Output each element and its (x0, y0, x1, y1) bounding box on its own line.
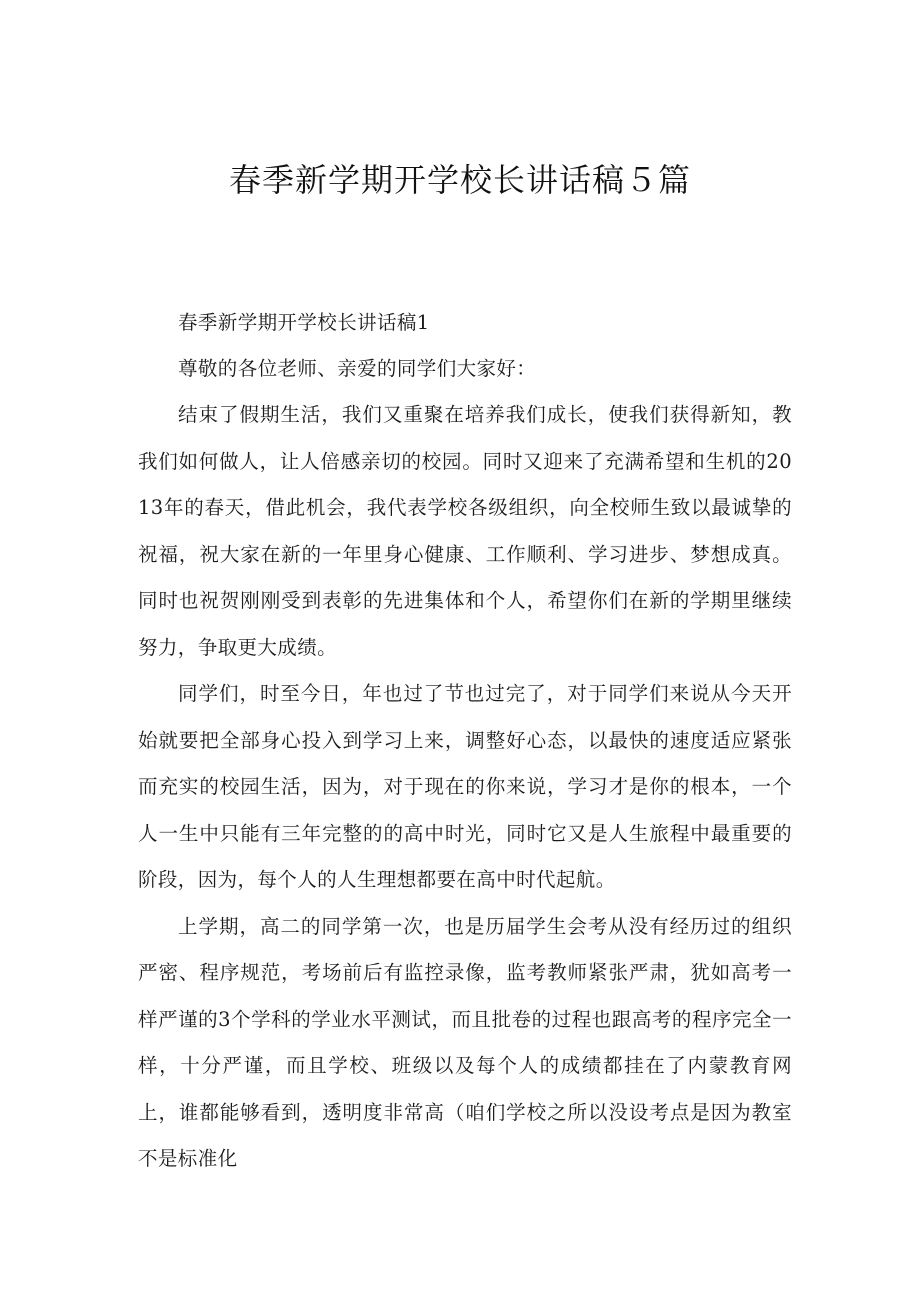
paragraph-1: 结束了假期生活，我们又重聚在培养我们成长，使我们获得新知，教我们如何做人，让人倍感亲切的校园。同时又迎来了充满希望和生机的2013年的春天，借此机会，我代表学校各级组织，向全校师生致以最诚挚的祝福，祝大家在新的一年里身心健康、工作顺利、学习进步、梦想成真。同时也祝贺刚刚受到表彰的先进集体和个人，希望你们在新的学期里继续努力，争取更大成绩。 (138, 403, 792, 659)
document-body (138, 307, 792, 1183)
document-title: 春季新学期开学校长讲话稿５篇 (228, 161, 691, 199)
paragraph-2: 同学们，时至今日，年也过了节也过完了，对于同学们来说从今天开始就要把全部身心投入到学习上来，调整好心态，以最快的速度适应紧张而充实的校园生活，因为，对于现在的你来说，学习才是你的根本，一个人一生中只能有三年完整的的高中时光，同时它又是人生旅程中最重要的阶段，因为，每个人的人生理想都要在高中时代起航。 (138, 682, 792, 891)
paragraph-3: 上学期，高二的同学第一次，也是历届学生会考从没有经历过的组织严密、程序规范，考场前后有监控录像，监考教师紧张严肃，犹如高考一样严谨的3个学科的学业水平测试，而且批卷的过程也跟高考的程序完全一样，十分严谨，而且学校、班级以及每个人的成绩都挂在了内蒙教育网上，谁都能够看到，透明度非常高（咱们学校之所以没设考点是因为教室不是标准化 (138, 914, 792, 1170)
section-heading: 春季新学期开学校长讲话稿1 (178, 311, 430, 334)
greeting-line: 尊敬的各位老师、亲爱的同学们大家好： (178, 357, 537, 380)
